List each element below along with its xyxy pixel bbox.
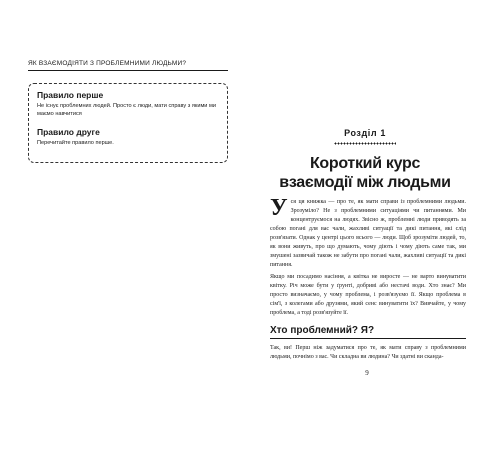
chapter-title-line: Короткий курс bbox=[309, 155, 421, 172]
rule-text: Перечитайте правило перше. bbox=[37, 140, 114, 146]
chapter-body bbox=[270, 195, 466, 321]
running-head: ЯК ВЗАЄМОДІЯТИ З ПРОБЛЕМНИМИ ЛЮДЬМИ? bbox=[28, 60, 228, 71]
chapter-dotted-rule bbox=[334, 142, 396, 145]
rule-title: Правило друге bbox=[37, 127, 100, 137]
page-number: 9 bbox=[365, 369, 369, 377]
section-body bbox=[270, 344, 466, 362]
chapter-label: Розділ 1 bbox=[344, 128, 386, 138]
rule-text: Не існує проблемних людей. Просто є люди, мати справу з якими ми маємо навчитися bbox=[37, 103, 216, 117]
paragraph bbox=[270, 195, 466, 270]
section-heading: Хто проблемний? Я? bbox=[270, 325, 466, 339]
chapter-title-line: взаємодії між людьми bbox=[279, 174, 451, 191]
paragraph-text: ся ця книжка — про те, як мати справи із проблемними людьми. Зрозуміло? Не з проблемними ситуаціями чи питаннями. Ми концентруємося на людях. Звісно ж, проблемні люди приводять за собою погані для вас чали, жахливі ситуації та дикі питання, які слід розв'язати. Однак у центрі цього всього — люди. Щоб зрозуміти людей, то, як вони живуть, про що думають, чому діють і чому діють саме так, ми змушені зазвичай також не забути про погані чали, жахливі ситуації та дикі питання. bbox=[270, 199, 466, 268]
chapter-title bbox=[260, 154, 470, 192]
paragraph: Так, ви! Перш ніж задуматися про те, як мати справу з проблемними людьми, почнімо з вас. Чи складна ви людина? Чи здатні ви сканда- bbox=[270, 345, 466, 360]
drop-cap: У bbox=[270, 195, 288, 221]
rules-box bbox=[28, 83, 228, 163]
rule-second bbox=[37, 127, 219, 148]
paragraph: Якщо ми посадимо насіння, а квітка не виросте — не варто винуватити квітку. Річ може бути у ґрунті, добриві або нестачі води. Хто знає? Ми просто визначаємо, у чому проблема, і розв'язуємо її. Якщо проблема в сім'ї, з колегами або друзями, який сенс винуватити їх? Вивчайте, у чому проблема, а тоді розв'язуйте її. bbox=[270, 274, 466, 316]
rule-first bbox=[37, 90, 219, 118]
rule-title: Правило перше bbox=[37, 90, 104, 100]
